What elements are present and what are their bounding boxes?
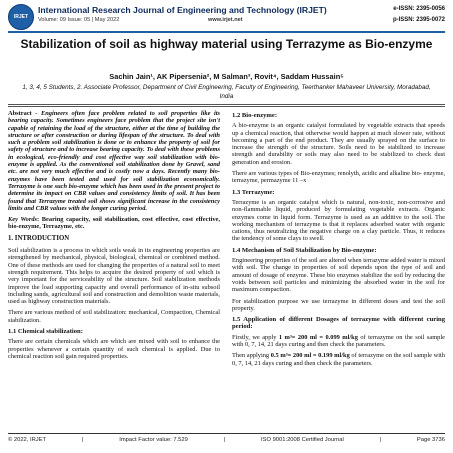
application-paragraph-1 xyxy=(232,334,445,349)
left-column xyxy=(8,110,220,364)
application-1-text-c: of terrazyme on the soil sample with 0, 7, 14, 21 days curing and then check the parameters. xyxy=(232,333,445,349)
section-heading-bio-enzyme: 1.2 Bio-enzyme: xyxy=(232,112,278,119)
keywords xyxy=(8,216,220,231)
application-2-text-c: of terrazyme on the soil sample with 0, 7, 14, 21 days curing and then check the parameters. xyxy=(232,352,445,367)
application-2-dosage: 0.5 m³= 200 ml = 0.199 ml/kg xyxy=(270,352,350,360)
terrazyme-paragraph: Terrazyme is an organic catalyst which is natural, non-toxic, non-corrosive and non-flammable liquid, produced by formulating vegetable extracts. Organic enzymes come in liquid form. Terrazyme is used as an additive to the soil. The working mechanism of terrazyme is that it replaces adsorbed water with organic cations, thus neutralizing the negative charge on a clay particle. Thus, it reduces the tendency of some clays to swell. xyxy=(232,198,445,243)
bio-enzyme-paragraph-1: A bio-enzyme is an organic catalyst formulated by vegetable extracts that speeds up a chemical reaction, that otherwise would happen at much slower rate, without becoming a part of the end product. They are usually sprayed on the surface to increase the strength of the structure. Soils need to be stabilized to increase strength and durability or soils may also need to be stabilized to check dust generation and erosion. xyxy=(232,122,445,166)
footer-page-number: Page 3736 xyxy=(416,437,445,443)
title-separator-double xyxy=(8,106,445,107)
mechanism-paragraph-1: Engineering properties of the soil are altered when terrazyme added water is mixed with soil. The change in properties of soil depends upon the type of soil and amount of dosage of enzyme. These bio enzymes stabilize the soil by reducing the voids between soil particles and minimizing the absorbed water in the soil for maximum compaction. xyxy=(232,257,445,294)
application-paragraph-2 xyxy=(232,352,445,367)
footer-rule xyxy=(8,433,445,434)
journal-header xyxy=(8,4,445,30)
journal-website[interactable]: www.irjet.net xyxy=(208,17,243,23)
volume-issue: Volume: 09 Issue: 05 | May 2022 xyxy=(38,17,120,23)
abstract-label: Abstract - xyxy=(8,110,38,117)
application-1-text-a: Firstly, we apply xyxy=(232,333,279,341)
p-issn: p-ISSN: 2395-0072 xyxy=(392,17,445,23)
footer-copyright: © 2022, IRJET xyxy=(8,437,47,443)
keywords-label: Key Words xyxy=(8,216,38,224)
section-heading-application: 1.5 Application of different Dosages of terrazyme with different curing period: xyxy=(232,316,445,331)
affiliation: 1, 3, 4, 5 Students, 2. Associate Professor, Department of Civil Engineering, Faculty of Engineering, Teerthanker Mahaveer University, Moradabad, India xyxy=(22,84,431,100)
title-separator xyxy=(8,104,445,105)
footer-sep-2: | xyxy=(223,437,226,443)
section-heading-chemical: 1.1 Chemical stabilization: xyxy=(8,328,83,336)
abstract xyxy=(8,110,220,212)
section-heading-terrazyme: 1.3 Terrazyme: xyxy=(232,188,275,196)
logo-text: IRJET xyxy=(13,14,29,20)
footer-sep-1: | xyxy=(81,437,84,443)
chemical-paragraph: There are certain chemicals which are which are mixed with soil to enhance the properties whenever a certain quantity of such chemical is applied. Due to chemical reaction soil gain required properties. xyxy=(8,338,220,360)
page-footer xyxy=(8,437,445,443)
intro-paragraph-2: There are various method of soil stabilization: mechanical, Compaction, Chemical stabilization. xyxy=(8,309,220,324)
section-heading-introduction: 1. INTRODUCTION xyxy=(8,234,70,242)
e-issn: e-ISSN: 2395-0056 xyxy=(393,6,445,12)
right-column xyxy=(232,110,445,371)
mechanism-paragraph-2: For stabilization purpose we use terrazyme in different doses and test the soil property. xyxy=(232,297,445,312)
bio-enzyme-paragraph-2: There are various types of Bio-enzymes; renolyth, acidic and alkaline bio- enzyme, terrazyme, permazyme 11 –x xyxy=(232,170,445,185)
journal-title: International Research Journal of Engineering and Technology (IRJET) xyxy=(38,5,327,15)
application-1-dosage: 1 m³= 200 ml = 0.099 ml/kg xyxy=(278,333,358,341)
footer-sep-3: | xyxy=(379,437,382,443)
abstract-text: Engineers often face problem related to soil properties like its bearing capacity. Sometimes engineers face problem that the project site isn't capable of retaining the load of the structure, either at the time of building the structure or after construction or during lifespan of the structure. To deal with such a problem soil stabilization is done or to enhance the property of soil for safety of structure and to increase bearing capacity. To deal with these problems in ecological, eco-friendly and cost effective way soil stabilization with bio-enzyme is applied. As the conventional soil stabilization done by Gravel, sand etc. are not very much effective and is costly now a days. Recently many bio-enzymes have been tested and used for soil stabilization economically. Terrazyme is one such bio-enzyme which has been used in the present project to determine its impact on CBR values and consistency limits of soil. It has been found that Terrazyme treated soil shows significant increase in the consistency limits and CBR values with the longer curing period. xyxy=(8,110,220,212)
intro-paragraph-1: Soil stabilization is a process in which soils weak in its engineering properties are strengthened by mechanical, physical, biological, chemical or combined method. One of these methods are used for changing the properties of a natural soil to meet strength requirement. This helps to acquire the desired property of soil which is very important for the serviceability of the structure. Soil stabilization methods improve the load supporting capacity and overall performance of in-situ subsoil including sands, agricultural soil and construction and demolition waste materials, used as highway construction materials. xyxy=(8,247,220,306)
paper-title: Stabilization of soil as highway material using Terrazyme as Bio-enzyme xyxy=(20,37,433,51)
footer-iso: ISO 9001:2008 Certified Journal xyxy=(260,437,344,443)
keywords-text: : Bearing capacity, soil stabilization, cost effective, cost effective, bio-enzyme, Terrazyme, etc. xyxy=(8,216,220,231)
section-heading-mechanism: 1.4 Mechanism of Soil Stabilization by Bio-enzyme: xyxy=(232,246,377,254)
journal-logo xyxy=(8,4,34,30)
application-2-text-a: Then applying xyxy=(232,352,271,360)
header-rule xyxy=(8,31,445,33)
author-list: Sachin Jain¹, AK Pipersenia², M Salman³, Rovit⁴, Saddam Hussain⁵ xyxy=(109,72,344,81)
footer-impact-factor: Impact Factor value: 7.529 xyxy=(119,437,188,443)
